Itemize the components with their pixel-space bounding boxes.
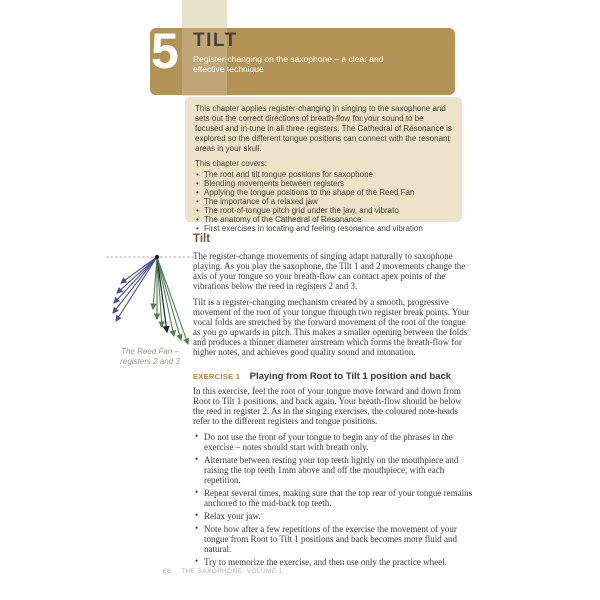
covers-item: • The root-of-tongue pitch grid under the jaw, and vibrato xyxy=(195,206,452,215)
chapter-header-text xyxy=(193,31,411,74)
book-title: THE SAXOPHONE: VOLUME 1 xyxy=(181,568,283,575)
fan-apex-dot xyxy=(155,255,159,259)
covers-item: • First exercises in locating and feeling resonance and vibration xyxy=(195,224,452,233)
main-content xyxy=(193,233,473,570)
exercise-bullet-list xyxy=(193,432,473,567)
exercise-label: EXERCISE 1 xyxy=(193,372,241,381)
exercise-title: Playing from Root to Tilt 1 position and back xyxy=(249,371,452,382)
covers-list xyxy=(195,170,452,233)
exercise-intro: In this exercise, feel the root of your tongue move forward and down from Root to Tilt 1 positions, and back again. Your breath-flow should be below the reed in register 2. As in the singing exercises, the coloured note-heads refer to the different registers and tongue positions. xyxy=(193,386,462,426)
exercise-bullet: • Relax your jaw. xyxy=(193,511,473,521)
body-paragraph: Tilt is a register-changing mechanism created by a smooth, progressive movement of the root of your tongue through two register break points. Your vocal folds are stretched by the forward movement of the root of the tongue as you go upwards in pitch. This makes a smaller opening between the folds and produces a thinner diameter airstream which forms the breath-flow for higher notes, and achieves good quality sound and intonation. xyxy=(193,297,470,357)
exercise-bullet: • Do not use the front of your tongue to begin any of the phrases in the exercise – notes should start with breath only. xyxy=(193,432,473,452)
summary-intro: This chapter applies register-changing in singing to the saxophone and sets out the correct directions of breath-flow for your sound to be focused and in-tune in all three registers. The Cathedral of Resonance is explored so the different tongue positions can connect with the resonant areas in your skull. xyxy=(195,104,452,153)
figure-caption-line1: The Reed Fan – xyxy=(121,347,179,356)
page-number: 66 xyxy=(163,568,172,575)
covers-label: This chapter covers: xyxy=(195,159,268,168)
body-paragraph: The register-change movements of singing adapt naturally to saxophone playing. As you play the saxophone, the Tilt 1 and 2 movements change the axis of your tongue so your breath-flow can contact apex points of the vibrations below the reed in registers 2 and 3. xyxy=(193,251,466,291)
covers-item: • Blending movements between registers xyxy=(195,179,452,188)
exercise-bullet: • Try to memorize the exercise, and then use only the practice wheel. xyxy=(193,557,473,567)
covers-item: • The root and tilt tongue positions for saxophone xyxy=(195,170,452,179)
figure-caption-line2: registers 2 and 3 xyxy=(120,357,180,366)
reed-fan-diagram xyxy=(100,248,200,348)
chapter-title: TILT xyxy=(193,30,238,51)
page-footer xyxy=(163,568,283,575)
covers-item: • Applying the tongue positions to the shape of the Reed Fan xyxy=(195,188,452,197)
exercise-bullet: • Alternate between resting your top teeth lightly on the mouthpiece and raising the top teeth 1mm above and off the mouthpiece, with each repetition. xyxy=(193,455,473,485)
covers-item: • The anatomy of the Cathedral of Resonance xyxy=(195,215,452,224)
covers-item: • The importance of a relaxed jaw xyxy=(195,197,452,206)
figure-caption xyxy=(102,347,198,367)
chapter-summary-box xyxy=(185,97,462,233)
exercise-header xyxy=(193,366,473,384)
chapter-number: 5 xyxy=(151,23,179,79)
section-heading: Tilt xyxy=(193,233,211,245)
chapter-subtitle: Register-changing on the saxophone – a clear and effective technique xyxy=(193,54,384,74)
exercise-bullet: • Note how after a few repetitions of the exercise the movement of your tongue from Root to Tilt 1 positions and back becomes more fluid and natural. xyxy=(193,524,473,554)
exercise-bullet: • Repeat several times, making sure that the top rear of your tongue remains anchored to the mid-back top teeth. xyxy=(193,488,473,508)
